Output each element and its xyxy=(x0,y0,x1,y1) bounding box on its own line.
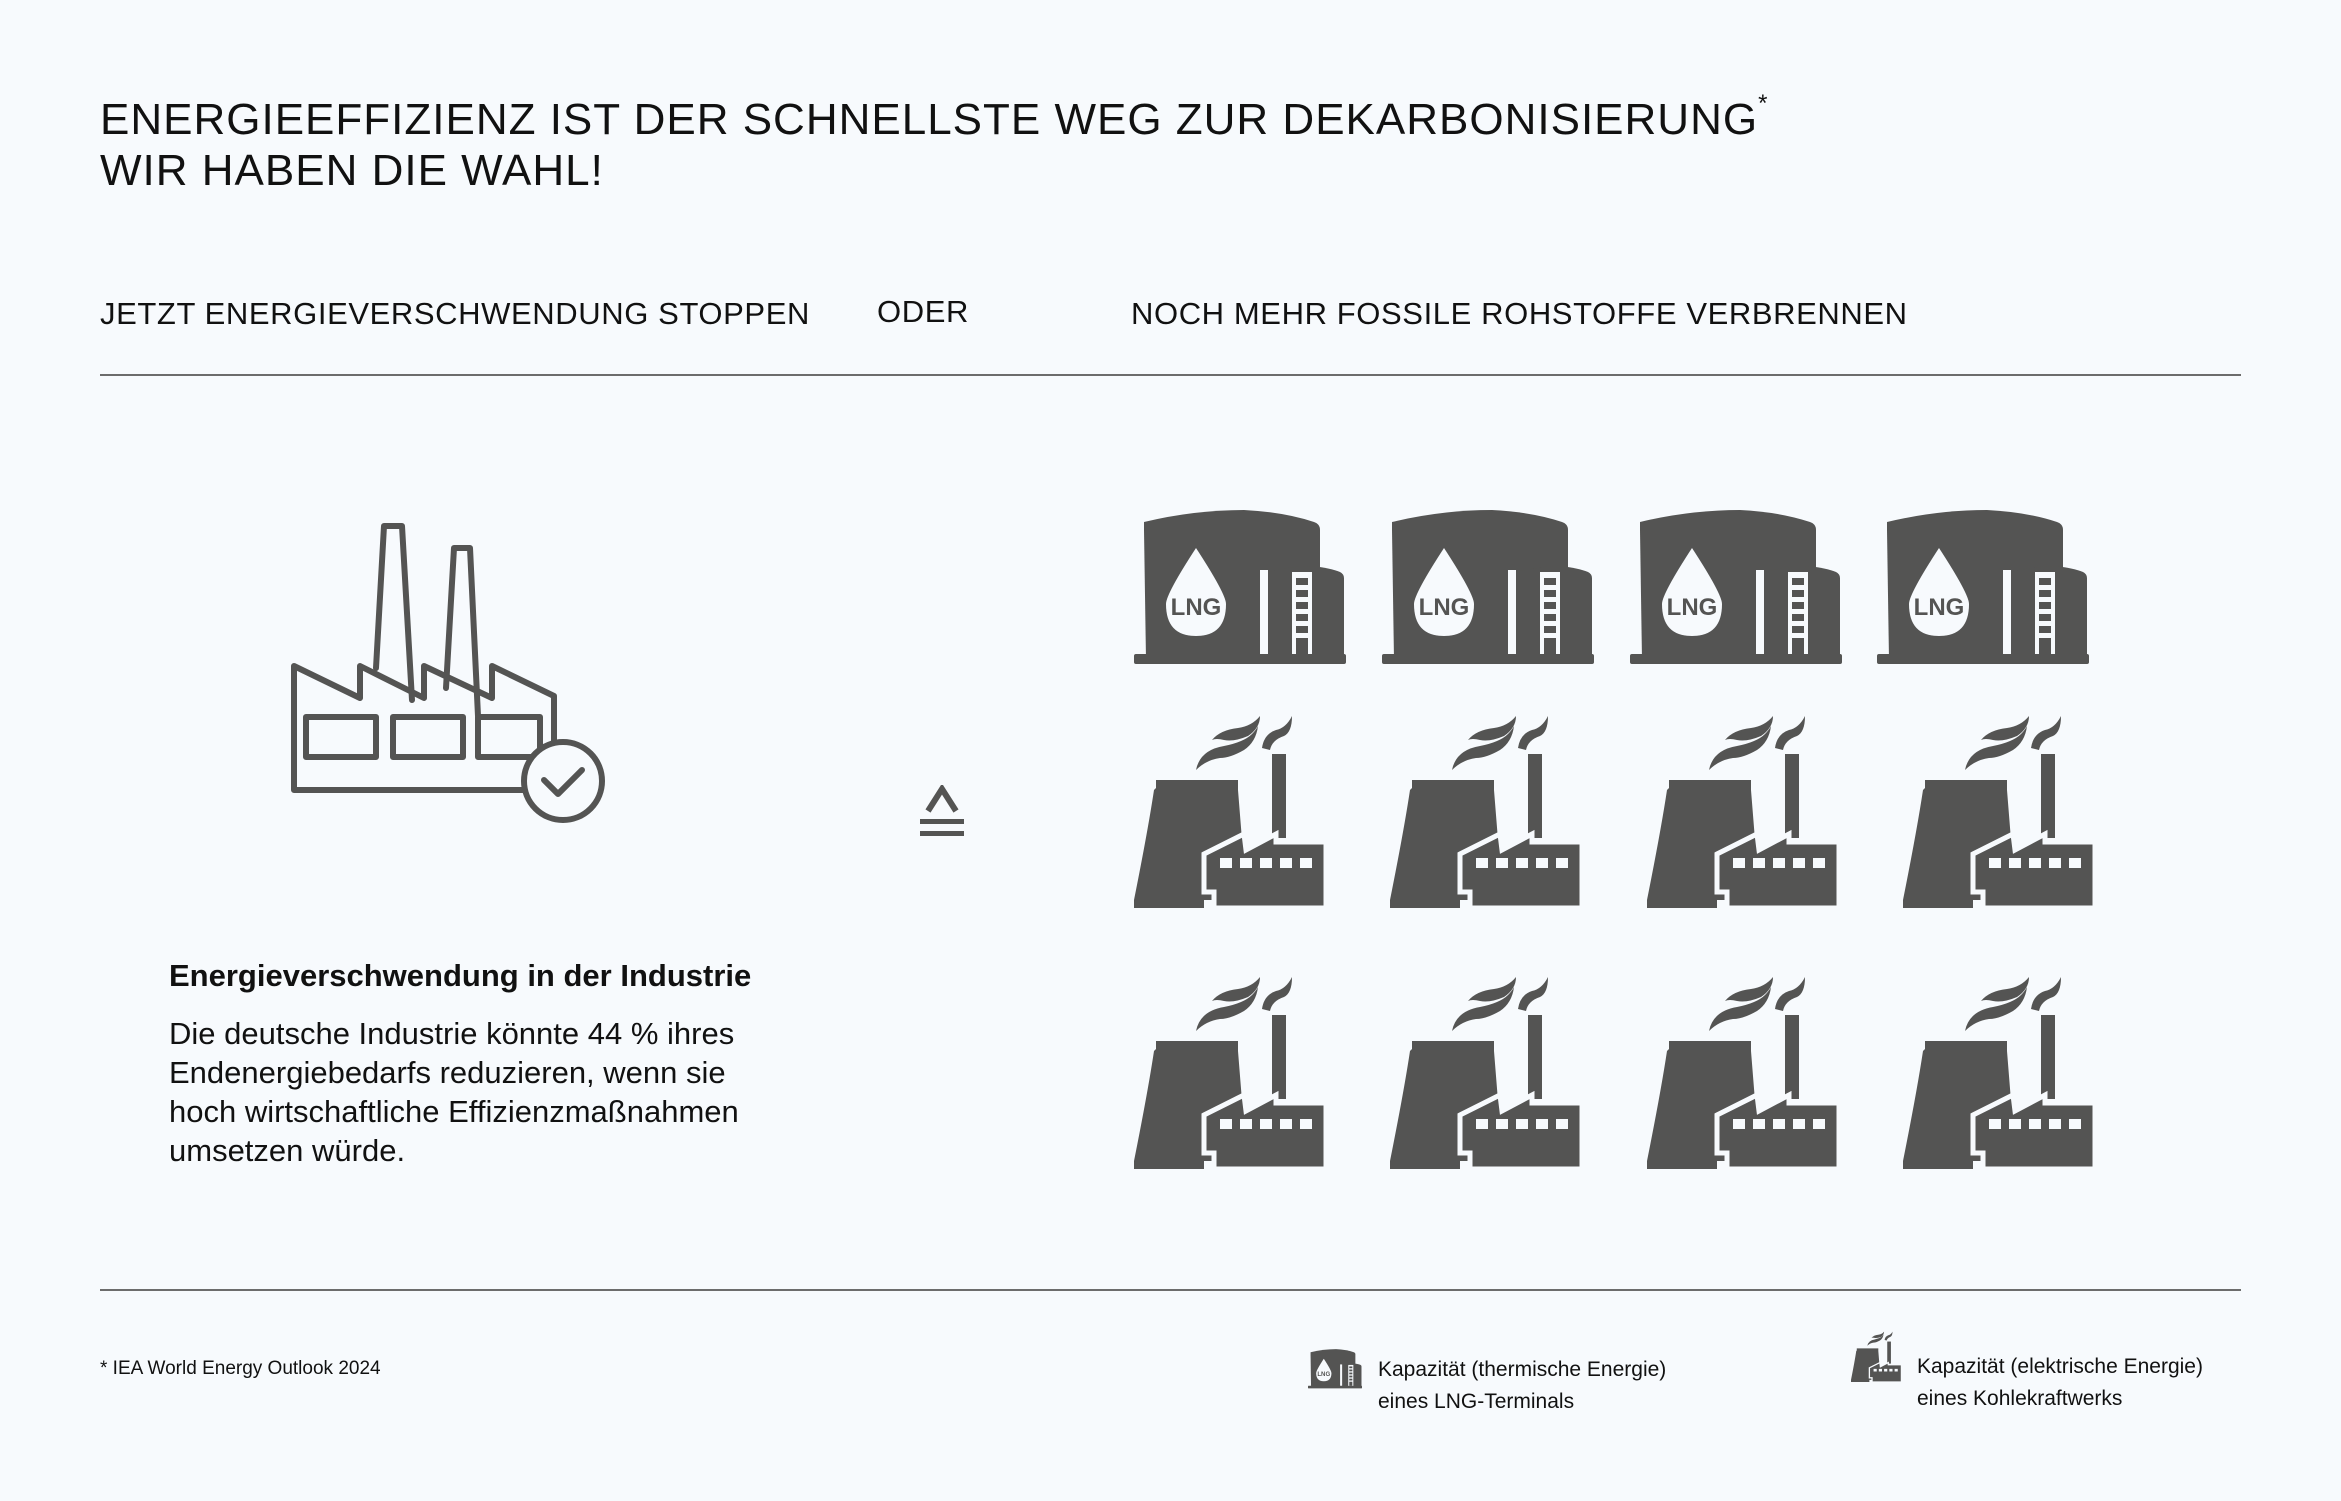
body-line: umsetzen würde. xyxy=(169,1133,406,1168)
title-line-1: ENERGIEEFFIZIENZ IST DER SCHNELLSTE WEG ZUR DEKARBONISIERUNG* xyxy=(100,90,1769,144)
title-line-2: WIR HABEN DIE WAHL! xyxy=(100,146,604,195)
legend-lng-terminal-icon xyxy=(1308,1349,1362,1389)
legend-plant-line1: Kapazität (elektrische Energie) xyxy=(1917,1355,2203,1378)
option-right-label: NOCH MEHR FOSSILE ROHSTOFFE VERBRENNEN xyxy=(1131,296,1908,331)
top-divider xyxy=(100,374,2241,376)
bottom-divider xyxy=(100,1289,2241,1291)
body-line: Endenergiebedarfs reduzieren, wenn sie xyxy=(169,1055,726,1090)
corresponds-to-icon xyxy=(918,785,970,843)
coal-power-plant-icon xyxy=(1134,710,1332,908)
coal-power-plant-icon xyxy=(1647,710,1845,908)
option-left-label: JETZT ENERGIEVERSCHWENDUNG STOPPEN xyxy=(100,296,810,331)
footnote-marker: * xyxy=(1758,90,1769,117)
left-panel-body xyxy=(169,1014,869,1170)
legend-plant-text xyxy=(1917,1351,2203,1415)
coal-power-plant-icon xyxy=(1390,971,1588,1169)
legend-coal-power-plant-icon xyxy=(1851,1330,1903,1382)
legend-lng-line1: Kapazität (thermische Energie) xyxy=(1378,1358,1667,1381)
coal-power-plant-icon xyxy=(1903,971,2101,1169)
coal-power-plant-icon xyxy=(1390,710,1588,908)
coal-power-plant-icon xyxy=(1903,710,2101,908)
body-line: hoch wirtschaftliche Effizienzmaßnahmen xyxy=(169,1094,739,1129)
factory-check-icon xyxy=(288,518,612,828)
coal-power-plant-icon xyxy=(1134,971,1332,1169)
lng-terminal-icon xyxy=(1134,510,1346,666)
legend-lng-line2: eines LNG-Terminals xyxy=(1378,1390,1575,1413)
coal-power-plant-icon xyxy=(1647,971,1845,1169)
legend-plant-line2: eines Kohlekraftwerks xyxy=(1917,1387,2123,1410)
lng-terminal-icon xyxy=(1877,510,2089,666)
lng-terminal-icon xyxy=(1382,510,1594,666)
page-title xyxy=(100,90,1769,196)
legend-lng-text xyxy=(1378,1354,1666,1418)
option-or-label: ODER xyxy=(877,294,969,329)
source-footnote: * IEA World Energy Outlook 2024 xyxy=(100,1358,381,1379)
lng-terminal-icon xyxy=(1630,510,1842,666)
body-line: Die deutsche Industrie könnte 44 % ihres xyxy=(169,1016,735,1051)
left-panel-heading: Energieverschwendung in der Industrie xyxy=(169,958,752,993)
